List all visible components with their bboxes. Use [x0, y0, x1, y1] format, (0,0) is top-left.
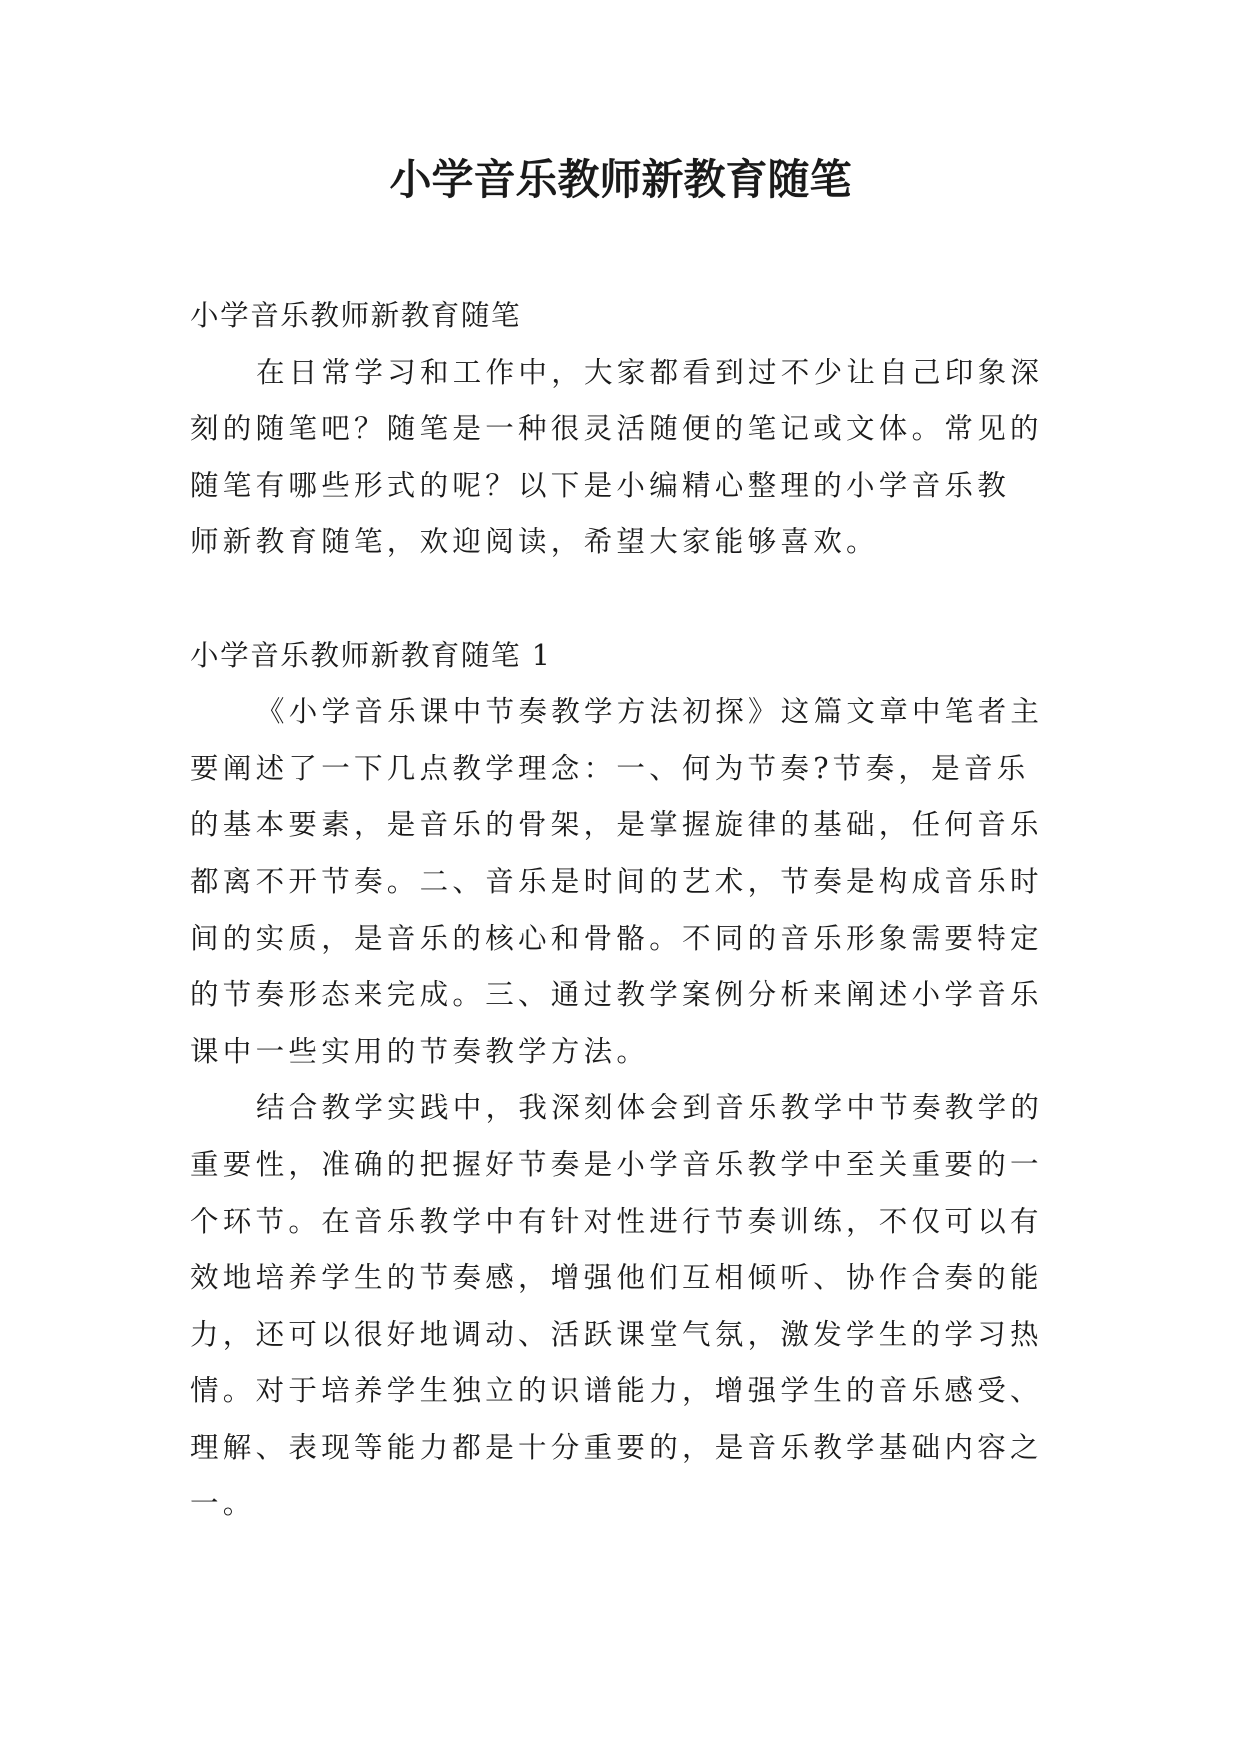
paragraph-1-line: 课中一些实用的节奏教学方法。	[190, 1034, 650, 1068]
paragraph-2-line: 理解、表现等能力都是十分重要的，是音乐教学基础内容之	[190, 1430, 1043, 1464]
paragraph-2	[190, 1080, 1052, 1533]
intro-line: 随笔有哪些形式的呢？以下是小编精心整理的小学音乐教	[190, 468, 1011, 502]
paragraph-1	[190, 684, 1052, 1080]
document-body	[190, 288, 1052, 1533]
paragraph-2-line: 力，还可以很好地调动、活跃课堂气氛，激发学生的学习热	[190, 1317, 1043, 1351]
paragraph-2-line: 个环节。在音乐教学中有针对性进行节奏训练，不仅可以有	[190, 1204, 1043, 1238]
paragraph-2-line: 结合教学实践中，我深刻体会到音乐教学中节奏教学的	[256, 1091, 1044, 1125]
intro-line: 刻的随笔吧？随笔是一种很灵活随便的笔记或文体。常见的	[190, 412, 1043, 446]
paragraph-2-line: 情。对于培养学生独立的识谱能力，增强学生的音乐感受、	[190, 1374, 1043, 1408]
paragraph-gap	[190, 571, 1052, 628]
paragraph-1-line: 间的实质，是音乐的核心和骨骼。不同的音乐形象需要特定	[190, 921, 1043, 955]
intro-line: 师新教育随笔，欢迎阅读，希望大家能够喜欢。	[190, 525, 879, 559]
paragraph-2-line: 一。	[190, 1487, 256, 1521]
paragraph-1-line: 的基本要素，是音乐的骨架，是掌握旋律的基础，任何音乐	[190, 808, 1043, 842]
paragraph-1-line: 的节奏形态来完成。三、通过教学案例分析来阐述小学音乐	[190, 978, 1043, 1012]
document-subtitle: 小学音乐教师新教育随笔	[190, 299, 522, 332]
section-1-heading: 小学音乐教师新教育随笔 1	[190, 638, 552, 672]
paragraph-1-line: 《小学音乐课中节奏教学方法初探》这篇文章中笔者主	[256, 695, 1044, 729]
paragraph-2-line: 效地培养学生的节奏感，增强他们互相倾听、协作合奏的能	[190, 1261, 1043, 1295]
intro-line: 在日常学习和工作中，大家都看到过不少让自己印象深	[256, 355, 1044, 389]
paragraph-1-line: 要阐述了一下几点教学理念：一、何为节奏?节奏，是音乐	[190, 751, 1030, 785]
paragraph-1-line: 都离不开节奏。二、音乐是时间的艺术，节奏是构成音乐时	[190, 864, 1043, 898]
paragraph-2-line: 重要性，准确的把握好节奏是小学音乐教学中至关重要的一	[190, 1147, 1043, 1181]
document-title: 小学音乐教师新教育随笔	[389, 155, 852, 204]
intro-paragraph	[190, 345, 1052, 571]
